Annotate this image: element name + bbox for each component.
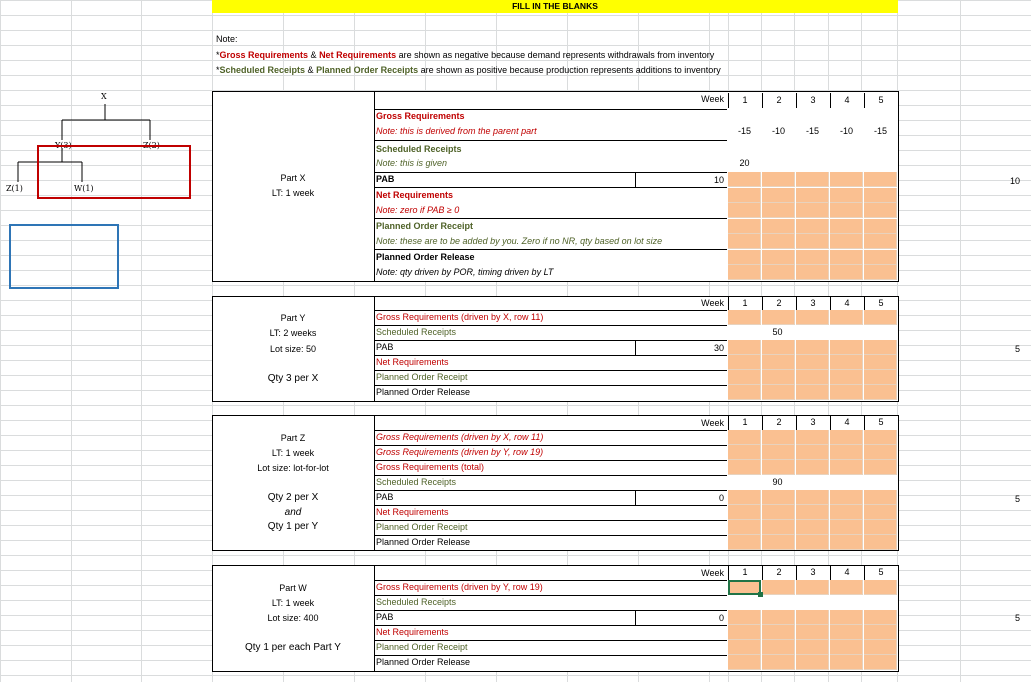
grid-col-line [960, 0, 961, 682]
part-x-side-value: 10 [1009, 176, 1020, 186]
part-w-input-cell[interactable] [796, 625, 829, 640]
part-z-input-cell[interactable] [728, 520, 761, 535]
part-z-lot: Lot size: lot-for-lot [257, 463, 329, 473]
part-x-input-cell[interactable] [796, 203, 829, 218]
part-z-input-cell[interactable] [728, 445, 761, 460]
part-y-input-cell[interactable] [830, 310, 863, 325]
part-z-input-cell[interactable] [830, 430, 863, 445]
part-y-input-cell[interactable] [728, 385, 761, 400]
part-x-input-cell[interactable] [762, 188, 795, 203]
part-y-sched-label: Scheduled Receipts [376, 327, 457, 337]
part-y-input-cell[interactable] [762, 355, 795, 370]
part-z-input-cell[interactable] [864, 505, 897, 520]
part-x-input-cell[interactable] [830, 188, 863, 203]
part-x-input-cell[interactable] [830, 219, 863, 234]
part-w-input-cell[interactable] [796, 640, 829, 655]
part-w-gross-label: Gross Requirements (driven by Y, row 19) [376, 582, 543, 592]
part-w-lt: LT: 1 week [271, 598, 315, 608]
part-z-porel-label: Planned Order Release [376, 537, 471, 547]
part-z-input-cell[interactable] [796, 445, 829, 460]
part-w-input-cell[interactable] [728, 655, 761, 670]
part-w-porel-label: Planned Order Release [376, 657, 471, 667]
part-y-input-cell[interactable] [728, 355, 761, 370]
part-x-input-cell[interactable] [864, 219, 897, 234]
part-x-gross-week1[interactable]: -15 [737, 126, 751, 136]
part-z-input-cell[interactable] [796, 490, 829, 505]
week-header-4: 4 [830, 296, 863, 311]
week-header-4: 4 [830, 565, 863, 580]
part-z-por-label: Planned Order Receipt [376, 522, 468, 532]
tree-node-x: X [101, 92, 107, 101]
week-header-1: 1 [728, 415, 761, 430]
part-z-net-label: Net Requirements [376, 507, 449, 517]
week-header-5: 5 [864, 565, 897, 580]
part-y-input-cell[interactable] [796, 340, 829, 355]
part-z-input-cell[interactable] [830, 520, 863, 535]
part-w-input-cell[interactable] [728, 610, 761, 625]
part-z-input-cell[interactable] [864, 445, 897, 460]
part-x-input-cell[interactable] [864, 250, 897, 265]
part-z-input-cell[interactable] [830, 535, 863, 550]
part-x-input-cell[interactable] [830, 234, 863, 249]
part-x-sched-week1[interactable]: 20 [739, 158, 750, 168]
part-z-input-cell[interactable] [830, 490, 863, 505]
part-z-week-label: Week [701, 418, 724, 428]
part-y-gross-label: Gross Requirements (driven by X, row 11) [376, 312, 544, 322]
part-w-input-cell[interactable] [762, 625, 795, 640]
week-header-1: 1 [728, 296, 761, 311]
week-header-3: 3 [796, 415, 829, 430]
tree-node-z2: Z(2) [143, 141, 160, 150]
part-y-input-cell[interactable] [762, 340, 795, 355]
part-y-input-cell[interactable] [728, 370, 761, 385]
part-z-qty1: Qty 2 per X [267, 492, 319, 503]
part-y-input-cell[interactable] [864, 370, 897, 385]
part-w-qty: Qty 1 per each Part Y [245, 642, 341, 653]
part-y-input-cell[interactable] [830, 370, 863, 385]
part-x-input-cell[interactable] [762, 203, 795, 218]
fill-handle[interactable] [758, 592, 763, 597]
part-y-net-label: Net Requirements [376, 357, 449, 367]
part-x-net-note: Note: zero if PAB ≥ 0 [376, 205, 460, 215]
part-y-input-cell[interactable] [864, 340, 897, 355]
part-x-input-cell[interactable] [864, 265, 897, 280]
part-w-side-value: 5 [1014, 613, 1020, 623]
week-header-2: 2 [762, 565, 795, 580]
part-z-qty2: Qty 1 per Y [267, 521, 319, 532]
week-header-4: 4 [830, 93, 863, 108]
week-header-1: 1 [728, 93, 761, 108]
active-cell-selection[interactable] [728, 580, 761, 595]
part-w-input-cell[interactable] [830, 655, 863, 670]
blue-highlight-box [9, 224, 119, 289]
grid-row-line [0, 285, 1031, 286]
part-y-input-cell[interactable] [830, 385, 863, 400]
part-z-input-cell[interactable] [762, 445, 795, 460]
part-x-input-cell[interactable] [830, 265, 863, 280]
part-w-net-label: Net Requirements [376, 627, 449, 637]
part-w-input-cell[interactable] [728, 640, 761, 655]
grid-row-line [0, 15, 1031, 16]
part-w-input-cell[interactable] [762, 610, 795, 625]
part-z-input-cell[interactable] [728, 430, 761, 445]
part-z-input-cell[interactable] [796, 505, 829, 520]
week-header-1: 1 [728, 565, 761, 580]
part-z-input-cell[interactable] [864, 460, 897, 475]
part-z-input-cell[interactable] [762, 505, 795, 520]
part-x-input-cell[interactable] [796, 172, 829, 187]
part-w-input-cell[interactable] [796, 655, 829, 670]
part-z-side-value: 5 [1014, 494, 1020, 504]
part-x-input-cell[interactable] [728, 172, 761, 187]
part-y-porel-label: Planned Order Release [376, 387, 471, 397]
part-y-input-cell[interactable] [864, 310, 897, 325]
part-x-input-cell[interactable] [830, 203, 863, 218]
grid-row-line [0, 675, 1031, 676]
part-x-input-cell[interactable] [796, 188, 829, 203]
part-x-gross-week4[interactable]: -10 [839, 126, 853, 136]
part-z-input-cell[interactable] [864, 430, 897, 445]
part-z-sched-week2[interactable]: 90 [772, 477, 783, 487]
part-w-input-cell[interactable] [864, 580, 897, 595]
grid-row-line [0, 405, 1031, 406]
tree-node-z1: Z(1) [6, 184, 23, 193]
part-y-week-label: Week [701, 298, 724, 308]
part-z-gross-x-label: Gross Requirements (driven by X, row 11) [376, 432, 544, 442]
part-z-pab-label: PAB [374, 490, 636, 505]
part-z-sched-label: Scheduled Receipts [376, 477, 457, 487]
part-w-input-cell[interactable] [864, 655, 897, 670]
part-x-name: Part X [280, 173, 306, 183]
part-z-input-cell[interactable] [830, 460, 863, 475]
part-y-input-cell[interactable] [830, 340, 863, 355]
part-x-input-cell[interactable] [830, 250, 863, 265]
week-header-2: 2 [762, 415, 795, 430]
part-w-input-cell[interactable] [762, 580, 795, 595]
week-header-5: 5 [864, 93, 897, 108]
part-x-input-cell[interactable] [762, 250, 795, 265]
part-x-porel-label: Planned Order Release [376, 252, 475, 262]
part-x-por-note: Note: these are to be added by you. Zero if no NR, qty based on lot size [376, 236, 663, 246]
part-y-pab-initial[interactable]: 30 [713, 343, 724, 353]
grid-row-line [0, 30, 1031, 31]
part-w-name: Part W [279, 583, 307, 593]
week-header-5: 5 [864, 415, 897, 430]
part-z-name: Part Z [280, 433, 306, 443]
part-x-gross-label: Gross Requirements [376, 111, 465, 121]
week-header-4: 4 [830, 415, 863, 430]
part-z-pab-initial[interactable]: 0 [718, 493, 724, 503]
part-y-input-cell[interactable] [728, 340, 761, 355]
part-y-pab-label: PAB [374, 340, 636, 355]
part-z-input-cell[interactable] [728, 460, 761, 475]
part-w-input-cell[interactable] [830, 610, 863, 625]
part-x-input-cell[interactable] [864, 203, 897, 218]
grid-row-line [0, 75, 1031, 76]
part-y-input-cell[interactable] [864, 385, 897, 400]
part-y-input-cell[interactable] [762, 370, 795, 385]
part-y-input-cell[interactable] [796, 385, 829, 400]
part-y-input-cell[interactable] [796, 310, 829, 325]
part-y-input-cell[interactable] [762, 310, 795, 325]
part-x-input-cell[interactable] [728, 234, 761, 249]
week-header-3: 3 [796, 296, 829, 311]
part-z-input-cell[interactable] [762, 535, 795, 550]
tree-node-y: Y(3) [55, 141, 72, 150]
part-y-input-cell[interactable] [830, 355, 863, 370]
part-z-input-cell[interactable] [796, 520, 829, 535]
part-x-input-cell[interactable] [762, 219, 795, 234]
red-highlight-box [37, 145, 191, 199]
part-y-lt: LT: 2 weeks [269, 328, 317, 338]
part-x-input-cell[interactable] [796, 265, 829, 280]
part-z-input-cell[interactable] [830, 445, 863, 460]
part-x-input-cell[interactable] [830, 172, 863, 187]
part-z-input-cell[interactable] [830, 505, 863, 520]
part-x-input-cell[interactable] [796, 234, 829, 249]
part-x-lt: LT: 1 week [271, 188, 315, 198]
part-w-input-cell[interactable] [830, 580, 863, 595]
part-z-input-cell[interactable] [864, 520, 897, 535]
part-w-pab-label: PAB [374, 610, 636, 625]
part-w-input-cell[interactable] [762, 640, 795, 655]
part-w-input-cell[interactable] [796, 610, 829, 625]
part-y-sched-week2[interactable]: 50 [772, 327, 783, 337]
part-w-input-cell[interactable] [830, 640, 863, 655]
fill-in-blanks-banner: FILL IN THE BLANKS [212, 0, 898, 13]
part-w-input-cell[interactable] [830, 625, 863, 640]
part-w-sched-label: Scheduled Receipts [376, 597, 457, 607]
tree-node-w1: W(1) [74, 184, 94, 193]
part-x-gross-week2[interactable]: -10 [771, 126, 785, 136]
part-y-input-cell[interactable] [796, 355, 829, 370]
part-w-input-cell[interactable] [864, 640, 897, 655]
part-w-por-label: Planned Order Receipt [376, 642, 468, 652]
part-x-input-cell[interactable] [762, 172, 795, 187]
part-z-input-cell[interactable] [796, 430, 829, 445]
part-z-input-cell[interactable] [864, 490, 897, 505]
grid-row-line [0, 555, 1031, 556]
part-x-gross-week5[interactable]: -15 [873, 126, 887, 136]
part-w-lot: Lot size: 400 [267, 613, 319, 623]
part-z-input-cell[interactable] [762, 520, 795, 535]
part-z-input-cell[interactable] [728, 490, 761, 505]
week-header-2: 2 [762, 93, 795, 108]
part-x-input-cell[interactable] [762, 265, 795, 280]
part-x-net-label: Net Requirements [376, 190, 454, 200]
part-x-gross-note: Note: this is derived from the parent part [376, 126, 537, 136]
week-header-5: 5 [864, 296, 897, 311]
part-w-week-label: Week [701, 568, 724, 578]
part-x-input-cell[interactable] [864, 172, 897, 187]
part-y-input-cell[interactable] [796, 370, 829, 385]
part-x-porel-note: Note: qty driven by POR, timing driven by LT [376, 267, 554, 277]
part-w-input-cell[interactable] [762, 655, 795, 670]
week-header-3: 3 [796, 93, 829, 108]
part-y-side-value: 5 [1014, 344, 1020, 354]
part-y-lot: Lot size: 50 [269, 344, 317, 354]
part-z-input-cell[interactable] [762, 490, 795, 505]
note-line-2: *Scheduled Receipts & Planned Order Receipts are shown as positive because production represents additions to inventory [216, 65, 721, 75]
part-z-input-cell[interactable] [796, 535, 829, 550]
part-w-input-cell[interactable] [728, 625, 761, 640]
part-x-pab-initial[interactable]: 10 [713, 175, 724, 185]
part-x-input-cell[interactable] [796, 250, 829, 265]
part-w-input-cell[interactable] [796, 580, 829, 595]
part-x-sched-label: Scheduled Receipts [376, 144, 462, 154]
part-x-sched-note: Note: this is given [376, 158, 448, 168]
part-x-gross-week3[interactable]: -15 [805, 126, 819, 136]
part-x-input-cell[interactable] [728, 250, 761, 265]
part-x-input-cell[interactable] [728, 188, 761, 203]
part-z-input-cell[interactable] [796, 460, 829, 475]
part-y-input-cell[interactable] [728, 310, 761, 325]
part-x-input-cell[interactable] [864, 234, 897, 249]
part-x-week-label: Week [701, 94, 724, 104]
part-w-input-cell[interactable] [864, 625, 897, 640]
part-z-lt: LT: 1 week [271, 448, 315, 458]
part-x-input-cell[interactable] [762, 234, 795, 249]
week-header-2: 2 [762, 296, 795, 311]
part-x-pab-label: PAB [374, 172, 636, 187]
part-z-and: and [284, 507, 302, 518]
part-x-input-cell[interactable] [728, 203, 761, 218]
note-line-1: *Gross Requirements & Net Requirements are shown as negative because demand represents withdrawals from inventory [216, 50, 715, 60]
part-z-input-cell[interactable] [762, 430, 795, 445]
week-header-3: 3 [796, 565, 829, 580]
part-z-gross-y-label: Gross Requirements (driven by Y, row 19) [376, 447, 544, 457]
grid-row-line [0, 45, 1031, 46]
part-z-gross-total-label: Gross Requirements (total) [376, 462, 485, 472]
part-x-por-label: Planned Order Receipt [376, 221, 474, 231]
part-w-input-cell[interactable] [864, 610, 897, 625]
row-line [374, 140, 727, 141]
part-y-input-cell[interactable] [762, 385, 795, 400]
part-z-input-cell[interactable] [728, 505, 761, 520]
part-y-qty: Qty 3 per X [267, 373, 319, 384]
part-w-pab-initial[interactable]: 0 [718, 613, 724, 623]
part-x-input-cell[interactable] [864, 188, 897, 203]
part-y-name: Part Y [280, 313, 306, 323]
part-x-input-cell[interactable] [728, 219, 761, 234]
part-z-input-cell[interactable] [728, 535, 761, 550]
part-y-por-label: Planned Order Receipt [376, 372, 468, 382]
part-x-input-cell[interactable] [728, 265, 761, 280]
note-title: Note: [216, 34, 238, 44]
part-x-input-cell[interactable] [796, 219, 829, 234]
grid-row-line [0, 60, 1031, 61]
part-z-input-cell[interactable] [762, 460, 795, 475]
part-z-input-cell[interactable] [864, 535, 897, 550]
part-y-input-cell[interactable] [864, 355, 897, 370]
